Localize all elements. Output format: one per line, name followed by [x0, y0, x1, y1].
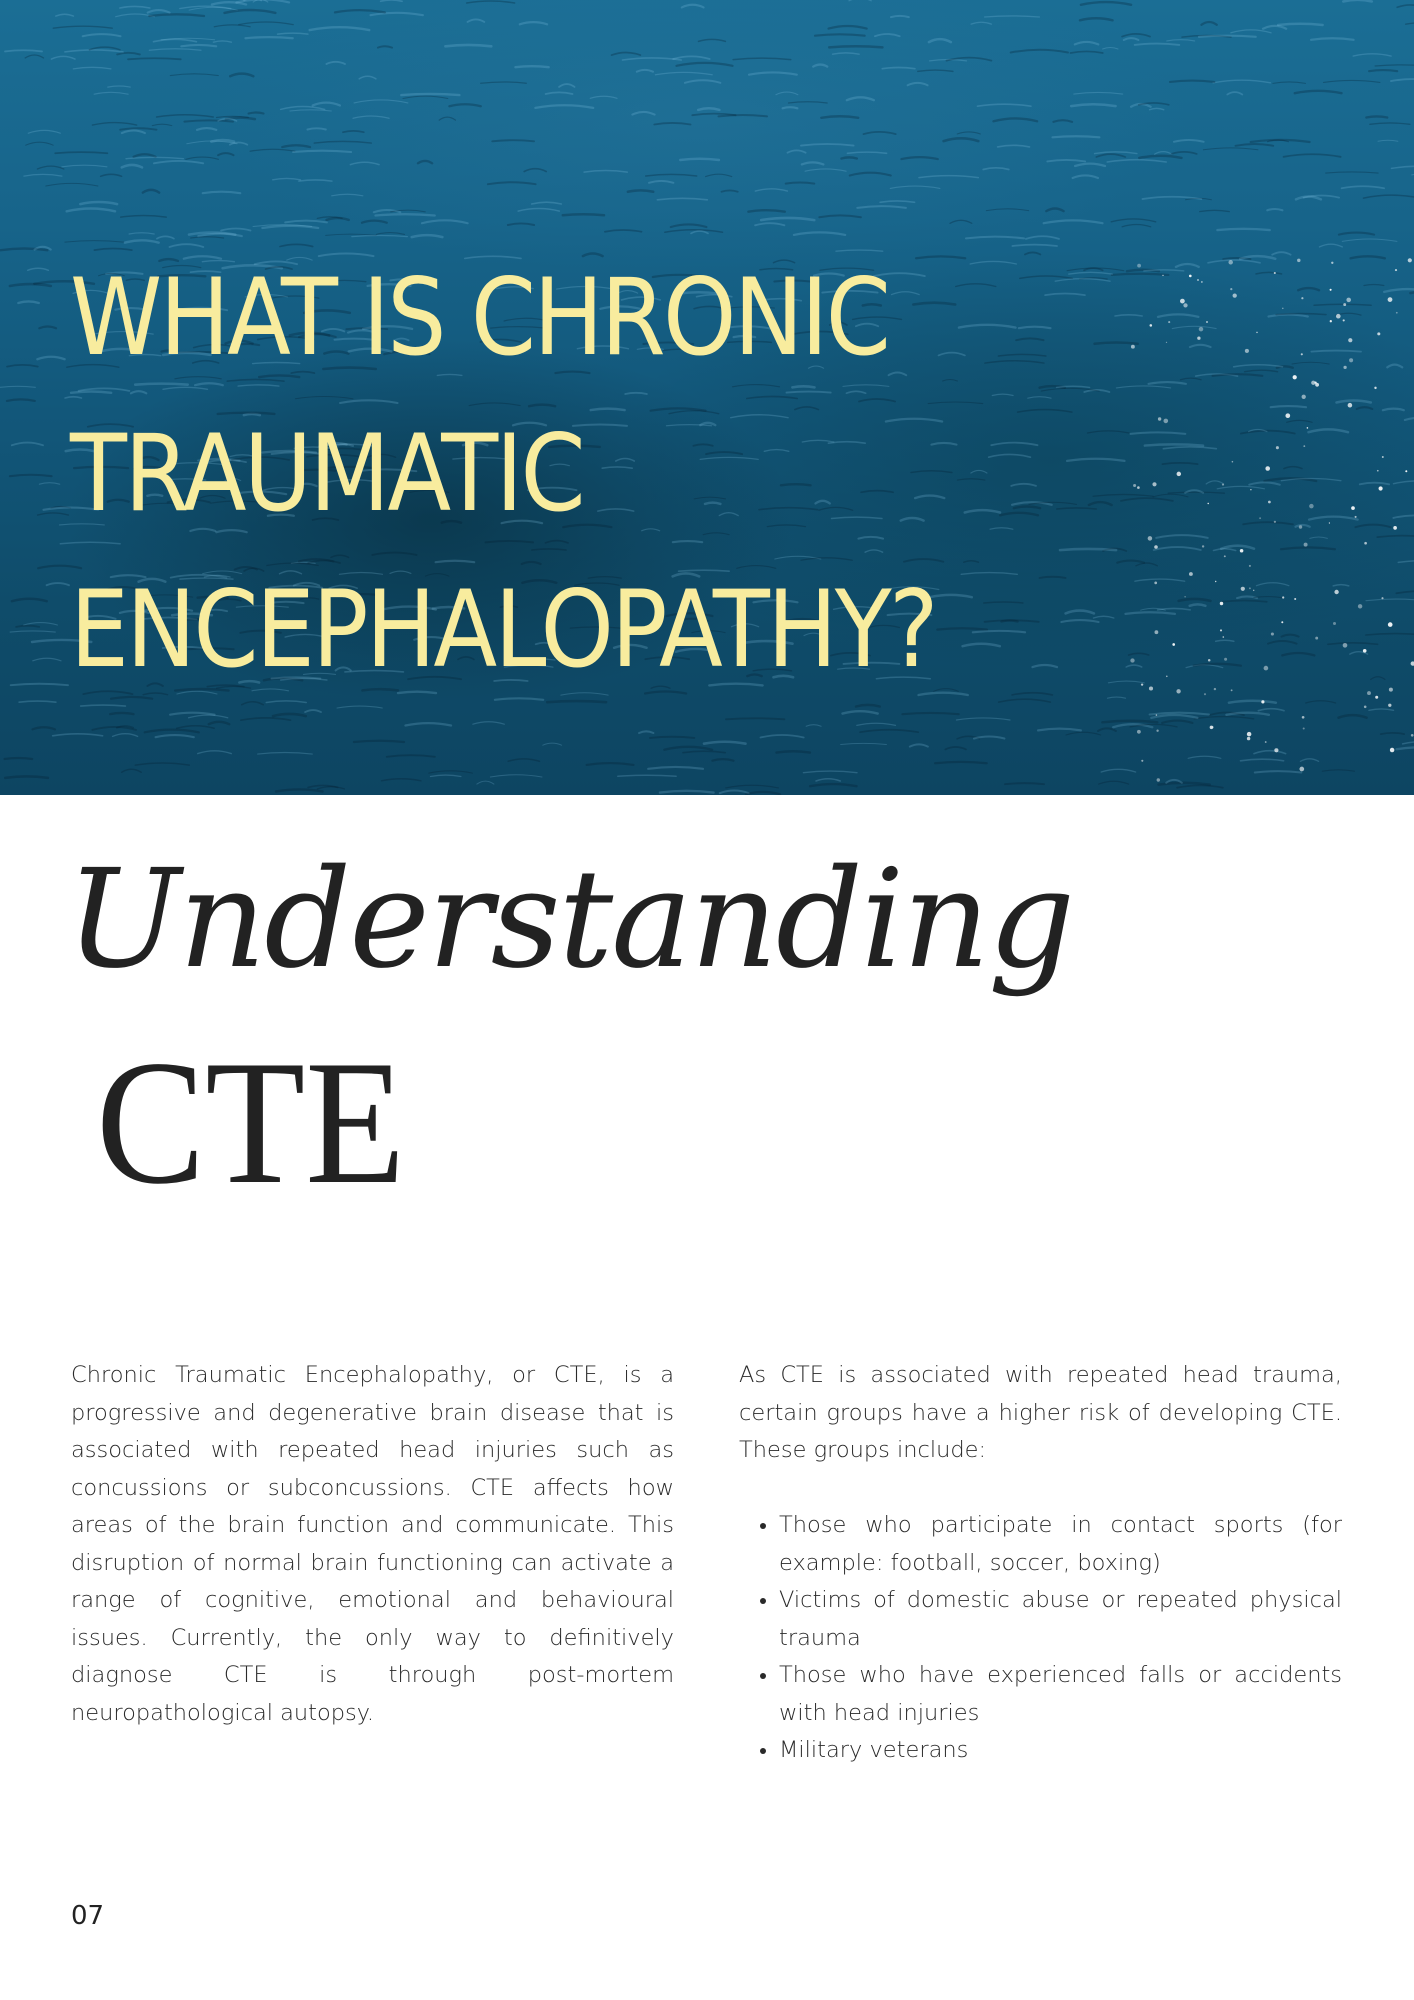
hero-banner [0, 0, 1414, 795]
intro-paragraph: Chronic Traumatic Encephalopathy, or CTE, is a progressive and degenerative brain disease that is associated with repeated head injuries such as concussions or subconcussions. CTE affects how areas of the brain function and communicate. This disruption of normal brain functioning can activate a range of cognitive, emotional and behavioural issues. Currently, the only way to definitively diagnose CTE is through post-mortem neuropathological autopsy. [71, 1362, 674, 1726]
list-item: • Those who participate in contact sports (for example: football, soccer, boxing) [779, 1507, 1342, 1582]
title-line-1: WHAT IS CHRONIC [70, 256, 889, 379]
risk-groups-list [739, 1507, 1342, 1770]
list-item: • Victims of domestic abuse or repeated physical trauma [779, 1582, 1342, 1657]
page-number: 07 [71, 1901, 105, 1931]
page-title [70, 240, 1038, 708]
list-item: • Military veterans [779, 1732, 1342, 1770]
section-heading: CTE [96, 1023, 406, 1221]
right-column [739, 1357, 1342, 1770]
list-item: • Those who have experienced falls or accidents with head injuries [779, 1657, 1342, 1732]
risk-groups-intro: As CTE is associated with repeated head trauma, certain groups have a higher risk of developing CTE. These groups include: [739, 1362, 1342, 1463]
section-script-heading: Understanding [66, 841, 1074, 999]
title-line-2: TRAUMATIC [70, 412, 584, 535]
left-column [71, 1357, 674, 1732]
title-line-3: ENCEPHALOPATHY? [70, 568, 936, 691]
